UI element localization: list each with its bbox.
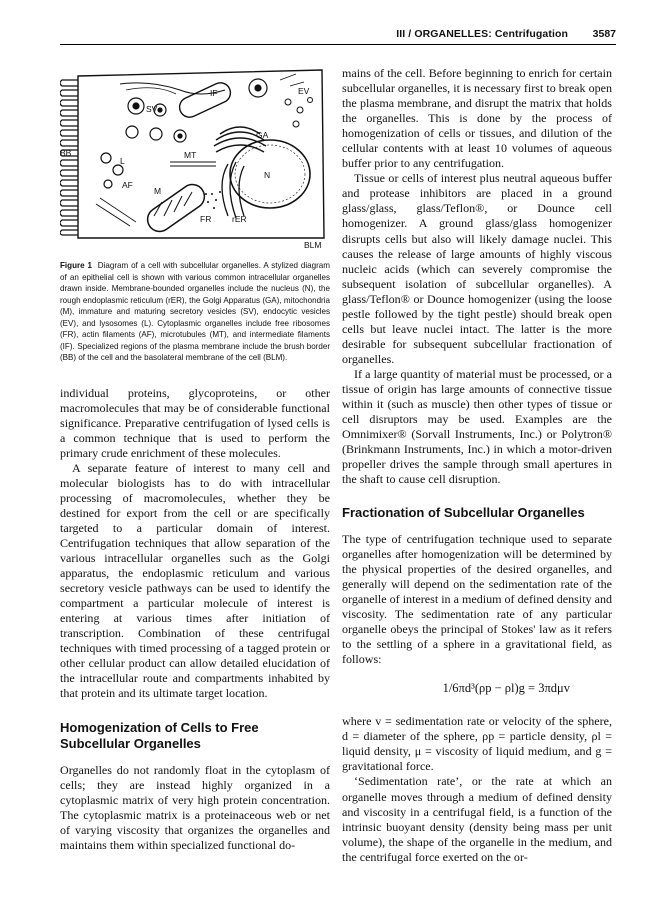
free-ribosomes (205, 191, 221, 209)
endocytic-vesicles (285, 98, 313, 128)
section-heading: Homogenization of Cells to Free Subcellular Organelles (60, 719, 259, 752)
body-paragraph: Tissue or cells of interest plus neutral aqueous buffer and protease inhibitors are placed in a ground glass/glass, glass/Teflon®, or Dounce cell homogenizer. A ground glass/glass homogenizer disrupts cells but also will likely damage nuclei. This causes the release of large amounts of highly viscous nucleic acids (which can severely compromise the subsequent isolation of subcellular organelles). A glass/Teflon® or Dounce homogenizer (using the loose pestle followed by the tight pestle) should break open cells but leave nuclei intact. The latter is the more desirable for subsequent subcellular fractionation of organelles. (342, 171, 612, 366)
figure-label: FR (200, 214, 212, 224)
figure-label: EV (298, 86, 310, 96)
body-paragraph: If a large quantity of material must be processed, or a tissue of origin has large amounts of connective tissue within it (such as muscle) then other types of tissue or cell disruptors may be used. Examples are the Omnimixer® (Sorvall Instruments, Inc.) or Polytron® (Brinkmann Instruments, Inc.) in which a motor-driven propeller drives the sample through small apertures in the shaft to cause cell disruption. (342, 366, 612, 487)
page-header (60, 27, 616, 47)
figure-label: N (264, 170, 271, 180)
rough-er (222, 162, 244, 218)
header-rule (60, 44, 616, 45)
section-heading: Fractionation of Subcellular Organelles (342, 505, 585, 521)
stokes-equation: 1/6πd³(ρp − ρl)g = 3πdμv (442, 681, 570, 696)
body-paragraph: individual proteins, glycoproteins, or other macromolecules that may be of considerable functional significance. Preparative centrifugation of lysed cells is a common technique that is used to perform the primary crude enrichment of these molecules. (60, 385, 330, 460)
figure-label: GA (256, 130, 269, 140)
figure-label: SV (146, 104, 158, 114)
right-column (342, 66, 612, 865)
figure-label: rER (232, 214, 247, 224)
cell-diagram (60, 66, 330, 248)
cell-membrane (78, 70, 324, 238)
body-paragraph: mains of the cell. Before beginning to enrich for certain subcellular organelles, it is necessary first to break open the plasma membrane, and disrupt the matrix that holds the organelles. This is done by the process of homogenization of cells or tissues, and dilution of the cellular contents with at least 10 volumes of aqueous buffer prior to any centrifugation. (342, 66, 612, 171)
figure-label: MT (184, 150, 197, 160)
figure-label: BLM (304, 240, 322, 248)
figure-label: L (120, 156, 125, 166)
figure-caption (60, 260, 330, 364)
left-column (60, 66, 330, 853)
page-number: 3587 (592, 28, 616, 40)
figure-label: IF (210, 88, 218, 98)
figure-label: AF (122, 180, 133, 190)
caption-label: Figure 1 (60, 261, 92, 271)
body-paragraph: Organelles do not randomly float in the cytoplasm of cells; they are instead highly organized in a cytoplasmic matrix of very high protein concentration. The cytoplasmic matrix is a proteinaceous web or net of varying viscosity that organizes the organelles and maintains them within specialized functional do- (60, 762, 330, 852)
mitochondrion-upper (176, 80, 233, 121)
running-head: III / ORGANELLES: Centrifugation (396, 28, 568, 40)
body-paragraph: where v = sedimentation rate or velocity of the sphere, d = diameter of the sphere, ρp = particle density, ρl = liquid density, μ = viscosity of liquid medium, and g = gravitational force. (342, 714, 612, 774)
caption-text: Diagram of a cell with subcellular organelles. A stylized diagram of an epithelial cell is shown with various common intracellular organelles drawn inside. Membrane-bounded organelles include the nucleus (N), the rough endoplasmic reticulum (rER), the Golgi Apparatus (GA), mitochondria (M), immature and maturing secretory vesicles (SV), endocytic vesicles (EV), and lysosomes (L). Cytoplasmic organelles include free ribosomes (FR), actin filaments (AF), microtubules (MT), and intermediate filaments (IF). Specialized regions of the plasma membrane include the brush border (BB) of the cell and the basolateral membrane of the cell (BLM). (60, 261, 330, 363)
mitochondrion (143, 180, 212, 236)
body-paragraph: A separate feature of interest to many cell and molecular biologists has to do with intracellular processing of macromolecules, whether they be destined for export from the cell or are specifically targeted to a particular domain of interest. Centrifugation techniques that allow separation of the various intracellular organelles such as the Golgi apparatus, the endoplasmic reticulum and various secretory vesicle pathways can be used to identify the compartment a particular molecule of interest is entering at various times after initiation of transcription. Combination of these centrifugal techniques with timed processing of a tagged protein or other cellular product can allow detailed elucidation of the intracellular route and compartments inhabited by that protein and its ultimate target location. (60, 460, 330, 701)
body-paragraph: The type of centrifugation technique used to separate organelles after homogenization will be determined by the physical properties of the desired organelles, and generally will depend on the sedimentation rate of the organelle of interest in a medium of defined density and viscosity. The sedimentation rate of any particular organelle obeys the principal of Stokes' law as it refers to the settling of a sphere in a gravitational field, as follows: (342, 531, 612, 667)
body-paragraph: ‘Sedimentation rate’, or the rate at which an organelle moves through a medium of defined density and viscosity in a centrifugal field, is a function of the intrinsic buoyant density (density being mass per unit volume), the shape of the organelle in the medium, and the centrifugal force exerted on the or- (342, 774, 612, 864)
figure-label: M (154, 186, 162, 196)
figure-label: BB (60, 148, 72, 158)
